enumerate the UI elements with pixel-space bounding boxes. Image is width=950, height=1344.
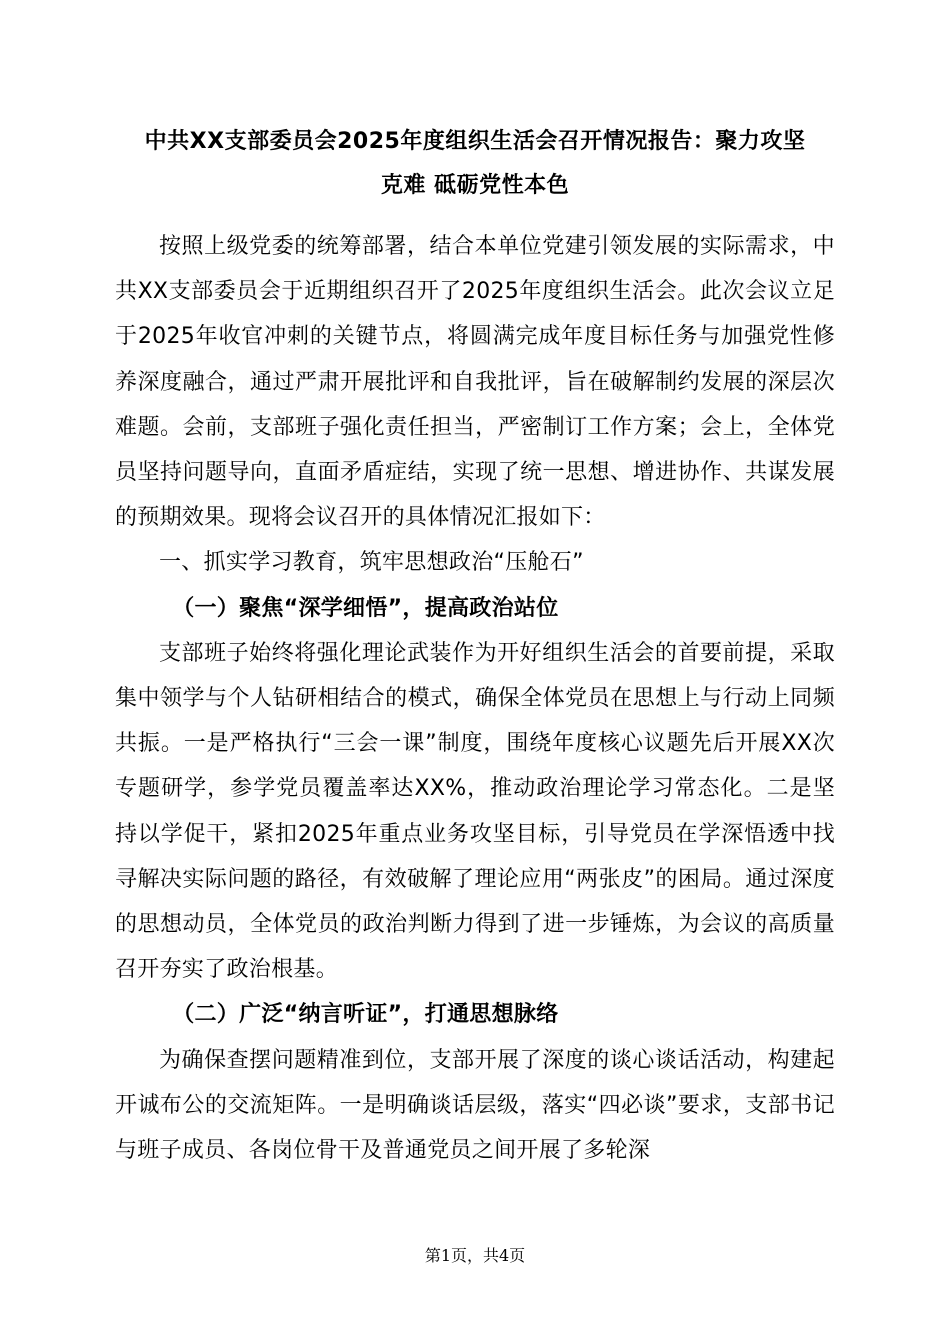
subsection-1-heading: （一）聚焦“深学细悟”，提高政治站位 [172,595,559,621]
page-number-footer: 第1页，共4页 [424,1246,526,1265]
subsection-1-body: 支部班子始终将强化理论武装作为开好组织生活会的首要前提，采取集中领学与个人钻研相结合的模式，确保全体党员在思想上与行动上同频共振。一是严格执行“三会一课”制度，围绕年度核心议题先后开展XX次专题研学，参学党员覆盖率达XX%，推动政治理论学习常态化。二是坚持以学促干，紧扣2025年重点业务攻坚目标，引导党员在学深悟透中找寻解决实际问题的路径，有效破解了理论应用“两张皮”的困局。通过深度的思想动员，全体党员的政治判断力得到了进一步锤炼，为会议的高质量召开夯实了政治根基。 [115,640,835,983]
subsection-2-heading: （二）广泛“纳言听证”，打通思想脉络 [172,1002,559,1028]
title-line-1: 中共XX支部委员会2025年度组织生活会召开情况报告：聚力攻坚 [144,129,806,154]
intro-paragraph: 按照上级党委的统筹部署，结合本单位党建引领发展的实际需求，中共XX支部委员会于近期组织召开了2025年度组织生活会。此次会议立足于2025年收官冲刺的关键节点，将圆满完成年度目标任务与加强党性修养深度融合，通过严肃开展批评和自我批评，旨在破解制约发展的深层次难题。会前，支部班子强化责任担当，严密制订工作方案；会上，全体党员坚持问题导向，直面矛盾症结，实现了统一思想、增进协作、共谋发展的预期效果。现将会议召开的具体情况汇报如下： [115,234,835,531]
title-line-2: 克难 砥砺党性本色 [380,173,570,198]
subsection-2-body: 为确保查摆问题精准到位，支部开展了深度的谈心谈话活动，构建起开诚布公的交流矩阵。一是明确谈话层级，落实“四必谈”要求，支部书记与班子成员、各岗位骨干及普通党员之间开展了多轮深 [115,1047,835,1164]
document-body [115,120,835,1173]
section-1-heading: 一、抓实学习教育，筑牢思想政治“压舱石” [159,550,584,576]
document-title [115,120,835,208]
